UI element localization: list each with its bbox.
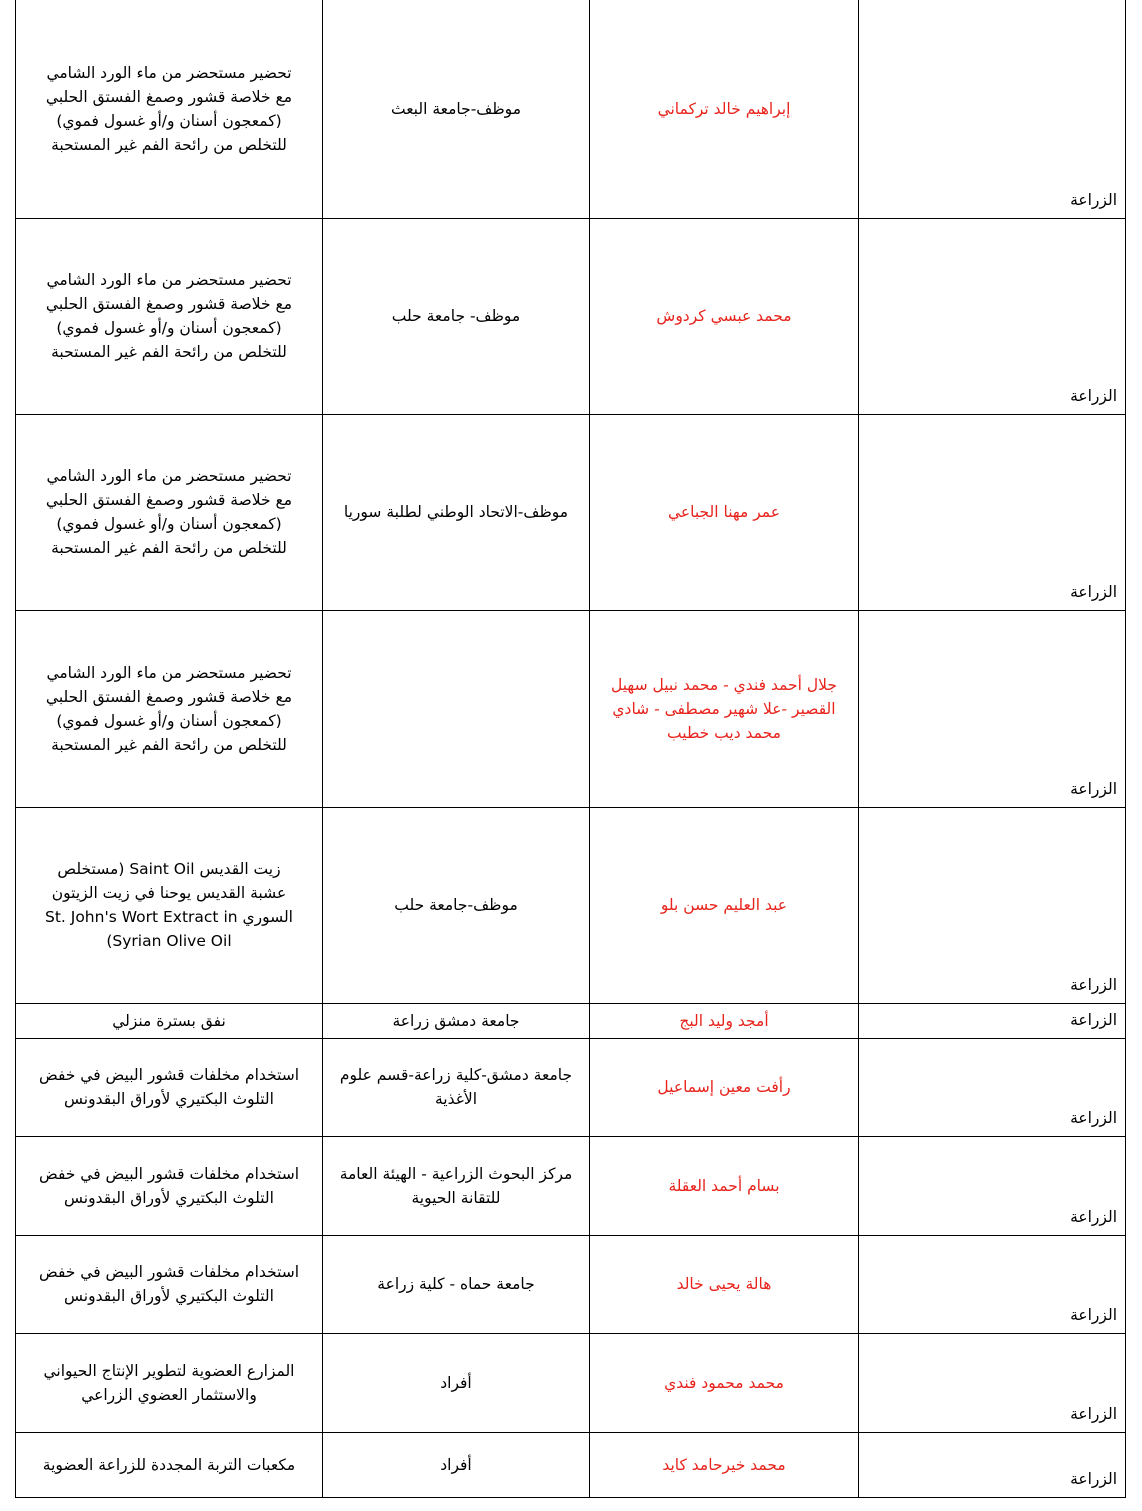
name-cell bbox=[590, 1235, 859, 1333]
organization-text: جامعة دمشق-كلية زراعة-قسم علوم الأغذية bbox=[339, 1066, 573, 1108]
project-cell bbox=[16, 0, 323, 218]
project-cell bbox=[16, 1038, 323, 1136]
project-text: تحضير مستحضر من ماء الورد الشامي مع خلاصة قشور وصمغ الفستق الحلبي (كمعجون أسنان و/أو غسول فموي) للتخلص من رائحة الفم غير المستحبة bbox=[45, 271, 293, 361]
project-text: نفق بسترة منزلي bbox=[112, 1011, 226, 1030]
project-cell bbox=[16, 1333, 323, 1432]
name-text: محمد خيرحامد كايد bbox=[662, 1455, 786, 1474]
project-text: استخدام مخلفات قشور البيض في خفض التلوث البكتيري لأوراق البقدونس bbox=[38, 1164, 300, 1207]
name-text: محمد محمود فندي bbox=[664, 1373, 784, 1392]
organization-text: موظف-جامعة حلب bbox=[394, 896, 518, 914]
organization-cell bbox=[323, 1136, 590, 1235]
field-cell: الزراعة bbox=[859, 0, 1126, 218]
name-text: عمر مهنا الجباعي bbox=[667, 503, 781, 521]
table-row bbox=[16, 1235, 1126, 1333]
project-cell bbox=[16, 610, 323, 807]
project-text: تحضير مستحضر من ماء الورد الشامي مع خلاصة قشور وصمغ الفستق الحلبي (كمعجون أسنان و/أو غسول فموي) للتخلص من رائحة الفم غير المستحبة bbox=[45, 663, 293, 754]
field-cell: الزراعة bbox=[859, 1432, 1126, 1497]
name-cell bbox=[590, 0, 859, 218]
project-text: مكعبات التربة المجددة للزراعة العضوية bbox=[42, 1455, 296, 1474]
name-text: هالة يحيى خالد bbox=[676, 1275, 772, 1293]
organization-cell bbox=[323, 1235, 590, 1333]
participants-table bbox=[15, 0, 1126, 1498]
field-cell: الزراعة bbox=[859, 807, 1126, 1003]
organization-cell bbox=[323, 218, 590, 414]
organization-cell bbox=[323, 610, 590, 807]
table-row bbox=[16, 1038, 1126, 1136]
field-cell: الزراعة bbox=[859, 1136, 1126, 1235]
table-row bbox=[16, 414, 1126, 610]
table-row bbox=[16, 1003, 1126, 1038]
organization-text: جامعة دمشق زراعة bbox=[392, 1011, 520, 1030]
organization-cell bbox=[323, 1038, 590, 1136]
organization-cell bbox=[323, 1333, 590, 1432]
organization-text: مركز البحوث الزراعية - الهيئة العامة للتقانة الحيوية bbox=[339, 1164, 573, 1207]
field-cell: الزراعة bbox=[859, 1235, 1126, 1333]
name-cell bbox=[590, 807, 859, 1003]
project-cell bbox=[16, 1136, 323, 1235]
project-text: المزارع العضوية لتطوير الإنتاج الحيواني والاستثمار العضوي الزراعي bbox=[43, 1361, 295, 1404]
project-cell bbox=[16, 1432, 323, 1497]
table-row bbox=[16, 1432, 1126, 1497]
project-cell bbox=[16, 218, 323, 414]
project-text: استخدام مخلفات قشور البيض في خفض التلوث البكتيري لأوراق البقدونس bbox=[38, 1263, 300, 1305]
name-text: أمجد وليد البج bbox=[679, 1011, 769, 1030]
name-cell bbox=[590, 610, 859, 807]
organization-cell bbox=[323, 807, 590, 1003]
table-row bbox=[16, 218, 1126, 414]
project-cell bbox=[16, 1003, 323, 1038]
field-cell: الزراعة bbox=[859, 1003, 1126, 1038]
field-cell: الزراعة bbox=[859, 1333, 1126, 1432]
name-text: جلال أحمد فندي - محمد نبيل سهيل القصير -علا شهير مصطفى - شادي محمد ديب خطيب bbox=[611, 675, 837, 742]
table-row bbox=[16, 807, 1126, 1003]
field-cell: الزراعة bbox=[859, 1038, 1126, 1136]
name-cell bbox=[590, 1003, 859, 1038]
name-text: إبراهيم خالد تركماني bbox=[657, 99, 791, 118]
organization-cell bbox=[323, 414, 590, 610]
name-cell bbox=[590, 1432, 859, 1497]
organization-text: موظف-الاتحاد الوطني لطلبة سوريا bbox=[343, 503, 569, 521]
organization-cell bbox=[323, 0, 590, 218]
organization-cell bbox=[323, 1432, 590, 1497]
name-cell bbox=[590, 218, 859, 414]
table-row bbox=[16, 0, 1126, 218]
organization-text: جامعة حماه - كلية زراعة bbox=[377, 1275, 535, 1293]
name-cell bbox=[590, 1038, 859, 1136]
table-row bbox=[16, 1136, 1126, 1235]
project-cell bbox=[16, 807, 323, 1003]
project-cell bbox=[16, 414, 323, 610]
name-cell bbox=[590, 1333, 859, 1432]
organization-text: موظف- جامعة حلب bbox=[391, 307, 521, 325]
project-text: استخدام مخلفات قشور البيض في خفض التلوث البكتيري لأوراق البقدونس bbox=[38, 1066, 300, 1108]
project-text: تحضير مستحضر من ماء الورد الشامي مع خلاصة قشور وصمغ الفستق الحلبي (كمعجون أسنان و/أو غسول فموي) للتخلص من رائحة الفم غير المستحبة bbox=[45, 63, 293, 154]
organization-cell bbox=[323, 1003, 590, 1038]
organization-text: موظف-جامعة البعث bbox=[390, 99, 521, 118]
table-row bbox=[16, 610, 1126, 807]
name-text: عبد العليم حسن بلو bbox=[660, 896, 788, 914]
field-cell: الزراعة bbox=[859, 218, 1126, 414]
organization-text: أفراد bbox=[440, 1373, 472, 1392]
project-text: تحضير مستحضر من ماء الورد الشامي مع خلاصة قشور وصمغ الفستق الحلبي (كمعجون أسنان و/أو غسول فموي) للتخلص من رائحة الفم غير المستحبة bbox=[45, 467, 293, 557]
name-text: بسام أحمد العقلة bbox=[668, 1176, 780, 1195]
organization-text: أفراد bbox=[440, 1455, 472, 1474]
field-cell: الزراعة bbox=[859, 610, 1126, 807]
project-cell bbox=[16, 1235, 323, 1333]
field-cell: الزراعة bbox=[859, 414, 1126, 610]
name-cell bbox=[590, 414, 859, 610]
table-row bbox=[16, 1333, 1126, 1432]
name-cell bbox=[590, 1136, 859, 1235]
project-text: زيت القديس Saint Oil (مستخلص عشبة القديس يوحنا في زيت الزيتون السوري St. John's Wort Extract in Syrian Olive Oil) bbox=[44, 860, 293, 950]
name-text: محمد عبسي كردوش bbox=[656, 307, 792, 325]
name-text: رأفت معين إسماعيل bbox=[657, 1078, 791, 1096]
